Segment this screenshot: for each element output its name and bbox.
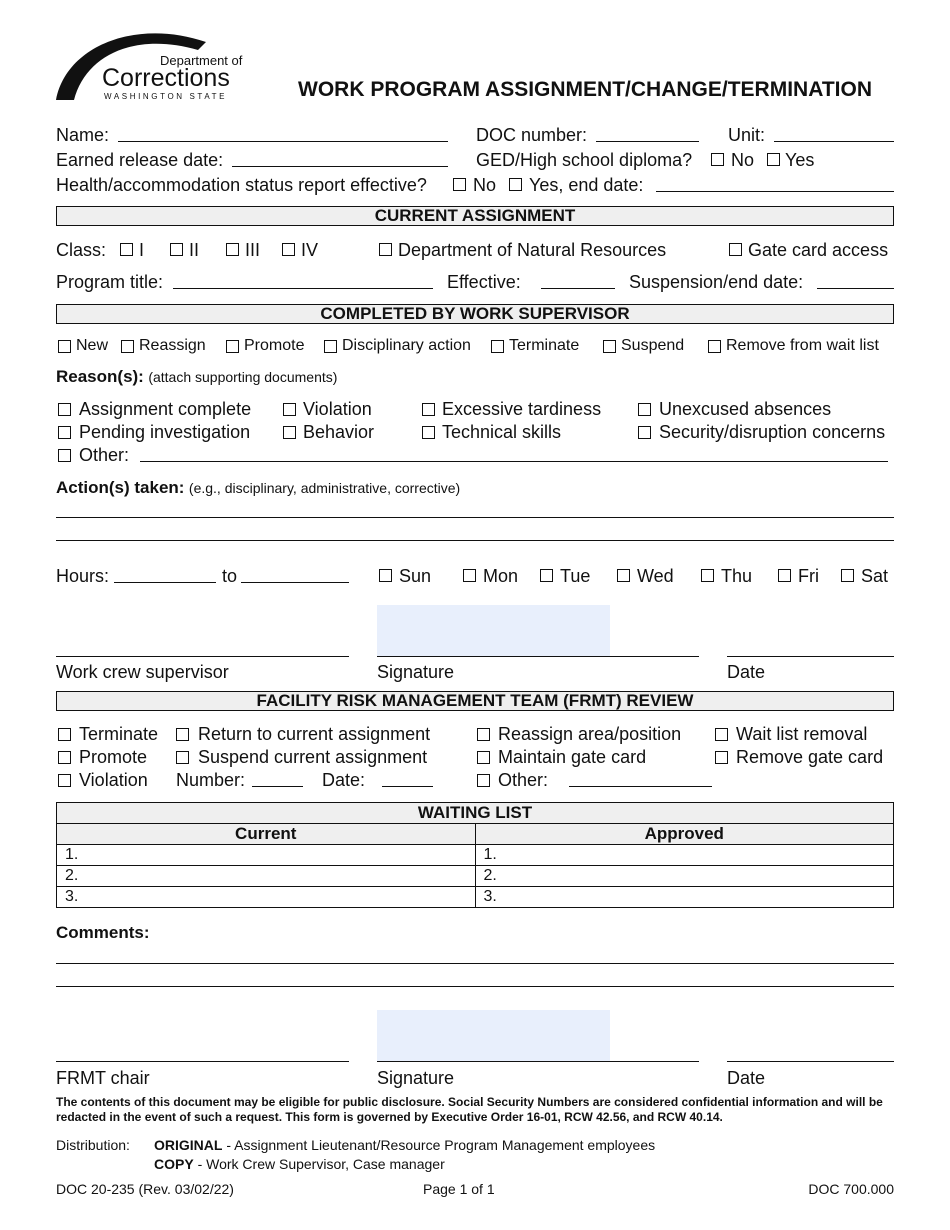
- day-sat-checkbox[interactable]: [841, 569, 854, 582]
- day-fri-label: Fri: [798, 566, 819, 586]
- reason-tardiness-label: Excessive tardiness: [442, 399, 602, 419]
- day-sat-label: Sat: [861, 566, 889, 586]
- reason-behavior-checkbox[interactable]: [283, 426, 296, 439]
- action-disciplinary-checkbox[interactable]: [324, 340, 337, 353]
- health-end-date-field[interactable]: [656, 191, 894, 192]
- distribution-original: [154, 1136, 655, 1154]
- reason-technical-label: Technical skills: [442, 422, 562, 442]
- ged-no-label: No: [731, 150, 755, 170]
- class-iv-label: IV: [301, 240, 319, 260]
- frmt-terminate-checkbox[interactable]: [58, 728, 71, 741]
- health-yes-checkbox[interactable]: [509, 178, 522, 191]
- day-tue-checkbox[interactable]: [540, 569, 553, 582]
- frmt-waitlist-checkbox[interactable]: [715, 728, 728, 741]
- table-row: [57, 845, 894, 866]
- reason-technical-checkbox[interactable]: [422, 426, 435, 439]
- name-label: Name:: [56, 125, 110, 145]
- frmt-date-line[interactable]: [727, 1061, 894, 1062]
- reason-other-field[interactable]: [140, 461, 888, 462]
- frmt-reassign-checkbox[interactable]: [477, 728, 490, 741]
- distribution-copy-text: - Work Crew Supervisor, Case manager: [197, 1156, 445, 1172]
- action-suspend-label: Suspend: [621, 337, 685, 354]
- day-thu-checkbox[interactable]: [701, 569, 714, 582]
- action-new-label: New: [76, 337, 109, 354]
- earned-release-label: Earned release date:: [56, 150, 224, 170]
- supervisor-header: COMPLETED BY WORK SUPERVISOR: [56, 304, 894, 324]
- waiting-current-2[interactable]: 2.: [57, 866, 476, 887]
- health-label: Health/accommodation status report effective?: [56, 175, 427, 195]
- ged-label: GED/High school diploma?: [476, 150, 693, 170]
- reason-behavior-label: Behavior: [303, 422, 375, 442]
- comments-line-1[interactable]: [56, 963, 894, 964]
- dnr-label: Department of Natural Resources: [398, 240, 667, 260]
- health-no-checkbox[interactable]: [453, 178, 466, 191]
- supervisor-signature-box[interactable]: [377, 605, 610, 656]
- distribution-copy: [154, 1155, 445, 1173]
- footer-page: Page 1 of 1: [423, 1181, 495, 1197]
- frmt-maintain-gate-checkbox[interactable]: [477, 751, 490, 764]
- logo-line2: Corrections: [102, 64, 230, 92]
- supervisor-date-line[interactable]: [727, 656, 894, 657]
- hours-from-field[interactable]: [114, 582, 216, 583]
- reason-assignment-complete-checkbox[interactable]: [58, 403, 71, 416]
- action-terminate-checkbox[interactable]: [491, 340, 504, 353]
- actions-taken-line-1[interactable]: [56, 517, 894, 518]
- suspension-field[interactable]: [817, 288, 894, 289]
- actions-taken-line-2[interactable]: [56, 540, 894, 541]
- gate-card-label: Gate card access: [748, 240, 889, 260]
- waiting-list-header: WAITING LIST: [57, 803, 894, 824]
- footer-policy: DOC 700.000: [808, 1181, 894, 1197]
- reason-assignment-complete-label: Assignment complete: [79, 399, 252, 419]
- day-tue-label: Tue: [560, 566, 591, 586]
- doc-number-field[interactable]: [596, 141, 699, 142]
- reasons-note: (attach supporting documents): [148, 369, 338, 385]
- day-sun-label: Sun: [399, 566, 432, 586]
- suspension-label: Suspension/end date:: [629, 272, 804, 292]
- frmt-violation-checkbox[interactable]: [58, 774, 71, 787]
- frmt-date-field[interactable]: [382, 786, 433, 787]
- reason-security-checkbox[interactable]: [638, 426, 651, 439]
- hours-to-field[interactable]: [241, 582, 349, 583]
- action-promote-checkbox[interactable]: [226, 340, 239, 353]
- frmt-remove-gate-label: Remove gate card: [736, 747, 884, 767]
- action-new-checkbox[interactable]: [58, 340, 71, 353]
- class-iii-checkbox[interactable]: [226, 243, 239, 256]
- action-reassign-label: Reassign: [139, 337, 206, 354]
- reason-other-checkbox[interactable]: [58, 449, 71, 462]
- supervisor-signature-line: [377, 656, 699, 657]
- day-mon-checkbox[interactable]: [463, 569, 476, 582]
- frmt-other-label: Other:: [498, 770, 549, 790]
- action-remove-wait-checkbox[interactable]: [708, 340, 721, 353]
- comments-label: Comments:: [56, 923, 150, 942]
- action-disciplinary-label: Disciplinary action: [342, 337, 471, 354]
- health-yes-label: Yes, end date:: [529, 175, 644, 195]
- day-wed-checkbox[interactable]: [617, 569, 630, 582]
- effective-field[interactable]: [541, 288, 615, 289]
- action-suspend-checkbox[interactable]: [603, 340, 616, 353]
- frmt-signature-caption: Signature: [377, 1068, 455, 1088]
- reason-absences-label: Unexcused absences: [659, 399, 832, 419]
- reason-tardiness-checkbox[interactable]: [422, 403, 435, 416]
- frmt-signature-line: [377, 1061, 699, 1062]
- class-ii-checkbox[interactable]: [170, 243, 183, 256]
- frmt-promote-label: Promote: [79, 747, 148, 767]
- program-title-field[interactable]: [173, 288, 433, 289]
- reason-security-label: Security/disruption concerns: [659, 422, 886, 442]
- day-wed-label: Wed: [637, 566, 674, 586]
- frmt-violation-label: Violation: [79, 770, 148, 790]
- waiting-list-current-header: Current: [57, 824, 476, 845]
- unit-field[interactable]: [774, 141, 894, 142]
- comments-line-2[interactable]: [56, 986, 894, 987]
- waiting-approved-3[interactable]: 3.: [475, 887, 894, 908]
- action-remove-wait-label: Remove from wait list: [726, 337, 879, 354]
- reason-absences-checkbox[interactable]: [638, 403, 651, 416]
- frmt-chair-caption: FRMT chair: [56, 1068, 150, 1088]
- actions-taken-heading: [56, 478, 460, 498]
- frmt-number-field[interactable]: [252, 786, 303, 787]
- reasons-heading: [56, 367, 337, 387]
- reason-violation-label: Violation: [303, 399, 372, 419]
- day-mon-label: Mon: [483, 566, 519, 586]
- class-label: Class:: [56, 240, 107, 260]
- doc-logo: [56, 26, 246, 102]
- frmt-number-label: Number:: [176, 770, 246, 790]
- reason-violation-checkbox[interactable]: [283, 403, 296, 416]
- class-i-checkbox[interactable]: [120, 243, 133, 256]
- waiting-list-approved-header: Approved: [475, 824, 894, 845]
- effective-label: Effective:: [447, 272, 521, 292]
- unit-label: Unit:: [728, 125, 766, 145]
- program-title-label: Program title:: [56, 272, 164, 292]
- supervisor-name-caption: Work crew supervisor: [56, 662, 229, 682]
- logo-line3: WASHINGTON STATE: [104, 92, 228, 101]
- distribution-copy-label: COPY: [154, 1156, 194, 1172]
- frmt-waitlist-label: Wait list removal: [736, 724, 868, 744]
- logo-line1: Department of: [160, 53, 243, 68]
- reason-pending-checkbox[interactable]: [58, 426, 71, 439]
- action-promote-label: Promote: [244, 337, 305, 354]
- actions-taken-note: (e.g., disciplinary, administrative, corrective): [188, 480, 461, 496]
- action-terminate-label: Terminate: [509, 337, 580, 354]
- frmt-remove-gate-checkbox[interactable]: [715, 751, 728, 764]
- frmt-return-label: Return to current assignment: [198, 724, 431, 744]
- frmt-suspend-checkbox[interactable]: [176, 751, 189, 764]
- distribution-original-label: ORIGINAL: [154, 1137, 223, 1153]
- actions-taken-label: Action(s) taken:: [56, 478, 185, 497]
- waiting-approved-2[interactable]: 2.: [475, 866, 894, 887]
- form-title: WORK PROGRAM ASSIGNMENT/CHANGE/TERMINATION: [298, 78, 872, 101]
- frmt-reassign-label: Reassign area/position: [498, 724, 682, 744]
- ged-yes-label: Yes: [785, 150, 815, 170]
- ged-yes-checkbox[interactable]: [767, 153, 780, 166]
- supervisor-date-caption: Date: [727, 662, 766, 682]
- frmt-header: FACILITY RISK MANAGEMENT TEAM (FRMT) REVIEW: [56, 691, 894, 711]
- health-no-label: No: [473, 175, 497, 195]
- waiting-current-3[interactable]: 3.: [57, 887, 476, 908]
- earned-release-field[interactable]: [232, 166, 448, 167]
- frmt-other-field[interactable]: [569, 786, 712, 787]
- ged-no-checkbox[interactable]: [711, 153, 724, 166]
- gate-card-checkbox[interactable]: [729, 243, 742, 256]
- hours-to-label: to: [222, 566, 238, 586]
- reason-other-label: Other:: [79, 445, 130, 465]
- reason-pending-label: Pending investigation: [79, 422, 251, 442]
- frmt-terminate-label: Terminate: [79, 724, 159, 744]
- doc-number-label: DOC number:: [476, 125, 588, 145]
- table-row: [57, 866, 894, 887]
- frmt-date-caption: Date: [727, 1068, 766, 1088]
- hours-label: Hours:: [56, 566, 110, 586]
- waiting-approved-1[interactable]: 1.: [475, 845, 894, 866]
- frmt-maintain-gate-label: Maintain gate card: [498, 747, 647, 767]
- day-thu-label: Thu: [721, 566, 753, 586]
- waiting-list-table: [56, 802, 894, 908]
- current-assignment-header: CURRENT ASSIGNMENT: [56, 206, 894, 226]
- frmt-chair-line[interactable]: [56, 1061, 349, 1062]
- frmt-signature-box[interactable]: [377, 1010, 610, 1061]
- frmt-date-label: Date:: [322, 770, 366, 790]
- frmt-promote-checkbox[interactable]: [58, 751, 71, 764]
- class-i-label: I: [139, 240, 145, 260]
- supervisor-signature-caption: Signature: [377, 662, 455, 682]
- frmt-other-checkbox[interactable]: [477, 774, 490, 787]
- action-reassign-checkbox[interactable]: [121, 340, 134, 353]
- day-fri-checkbox[interactable]: [778, 569, 791, 582]
- name-field[interactable]: [118, 141, 448, 142]
- waiting-current-1[interactable]: 1.: [57, 845, 476, 866]
- day-sun-checkbox[interactable]: [379, 569, 392, 582]
- class-iv-checkbox[interactable]: [282, 243, 295, 256]
- dnr-checkbox[interactable]: [379, 243, 392, 256]
- disclosure-text: The contents of this document may be eligible for public disclosure. Social Security Numbers are considered confidential information and will be redacted in the event of such a request. This form is governed by Executive Order 16-01, RCW 42.56, and RCW 40.14.: [56, 1095, 883, 1124]
- frmt-suspend-label: Suspend current assignment: [198, 747, 428, 767]
- class-iii-label: III: [245, 240, 261, 260]
- table-row: [57, 887, 894, 908]
- distribution-original-text: - Assignment Lieutenant/Resource Program Management employees: [226, 1137, 656, 1153]
- class-ii-label: II: [189, 240, 200, 260]
- footer-form-id: DOC 20-235 (Rev. 03/02/22): [56, 1181, 234, 1197]
- frmt-return-checkbox[interactable]: [176, 728, 189, 741]
- distribution-label: Distribution:: [56, 1137, 130, 1153]
- reasons-label: Reason(s):: [56, 367, 144, 386]
- supervisor-name-line[interactable]: [56, 656, 349, 657]
